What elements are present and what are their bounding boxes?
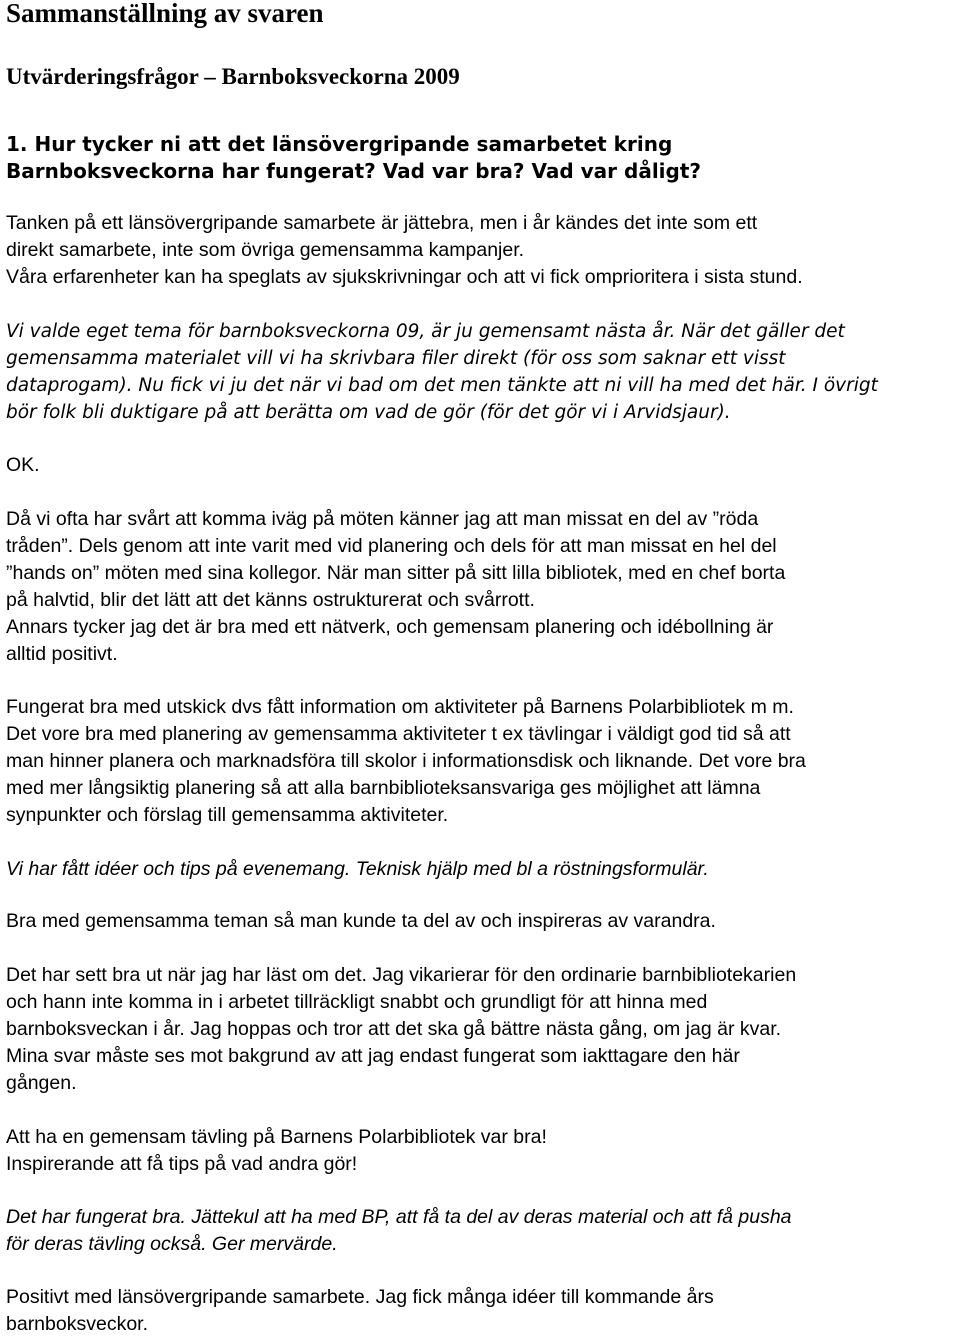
answer-line: Att ha en gemensam tävling på Barnens Polarbibliotek var bra!	[6, 1126, 547, 1148]
answer-paragraph	[6, 694, 960, 829]
answer-line: för deras tävling också. Ger mervärde.	[6, 1233, 338, 1255]
answer-paragraph	[6, 1284, 960, 1338]
answer-line: bör folk bli duktigare på att berätta om vad de gör (för det gör vi i Arvidsjaur).	[6, 402, 731, 423]
answer-line: man hinner planera och marknadsföra till skolor i informationsdisk och liknande. Det vore bra	[6, 750, 806, 772]
answer-paragraph	[6, 210, 960, 291]
answer-paragraph	[6, 908, 960, 935]
answer-line: barnboksveckor.	[6, 1313, 148, 1335]
answer-paragraph	[6, 506, 960, 668]
document-title: Sammanställning av svaren	[6, 0, 324, 28]
answer-line: Våra erfarenheter kan ha speglats av sjukskrivningar och att vi fick omprioritera i sista stund.	[6, 266, 803, 288]
answer-line: ”hands on” möten med sina kollegor. När man sitter på sitt lilla bibliotek, med en chef borta	[6, 562, 786, 584]
answer-line: Då vi ofta har svårt att komma iväg på möten känner jag att man missat en del av ”röda	[6, 508, 759, 530]
answer-line: direkt samarbete, inte som övriga gemensamma kampanjer.	[6, 239, 525, 261]
answer-paragraph	[6, 452, 960, 479]
answer-line: Mina svar måste ses mot bakgrund av att jag endast fungerat som iakttagare den här	[6, 1045, 740, 1067]
answer-line: gemensamma materialet vill vi ha skrivbara filer direkt (för oss som saknar ett visst	[6, 348, 786, 369]
answer-paragraph	[6, 1124, 960, 1178]
answer-paragraph	[6, 318, 960, 426]
answer-line: Det har fungerat bra. Jättekul att ha med BP, att få ta del av deras material och att få pusha	[6, 1206, 792, 1228]
question-line: Barnboksveckorna har fungerat? Vad var bra? Vad var dåligt?	[6, 159, 702, 183]
question-line: 1. Hur tycker ni att det länsövergripande samarbetet kring	[6, 132, 673, 156]
answer-line: OK.	[6, 454, 40, 476]
answer-paragraph	[6, 962, 960, 1097]
answer-line: Vi har fått idéer och tips på evenemang. Teknisk hjälp med bl a röstningsformulär.	[6, 858, 709, 880]
answer-line: Bra med gemensamma teman så man kunde ta del av och inspireras av varandra.	[6, 910, 716, 932]
answer-line: Tanken på ett länsövergripande samarbete är jättebra, men i år kändes det inte som ett	[6, 212, 758, 234]
answer-line: Vi valde eget tema för barnboksveckorna 09, är ju gemensamt nästa år. När det gäller det	[6, 321, 845, 342]
answer-paragraph	[6, 1204, 960, 1258]
answer-line: gången.	[6, 1072, 77, 1094]
answer-paragraph	[6, 856, 960, 883]
document-subtitle: Utvärderingsfrågor – Barnboksveckorna 2009	[6, 64, 460, 89]
answer-line: på halvtid, blir det lätt att det känns ostrukturerat och svårrott.	[6, 589, 535, 611]
answer-line: barnboksveckan i år. Jag hoppas och tror att det ska gå bättre nästa gång, om jag är kvar.	[6, 1018, 782, 1040]
answer-line: med mer långsiktig planering så att alla barnbiblioteksansvariga ges möjlighet att lämna	[6, 777, 761, 799]
answer-line: synpunkter och förslag till gemensamma aktiviteter.	[6, 804, 449, 826]
answer-line: tråden”. Dels genom att inte varit med vid planering och dels för att man missat en hel del	[6, 535, 777, 557]
answer-line: Det vore bra med planering av gemensamma aktiviteter t ex tävlingar i väldigt god tid så att	[6, 723, 791, 745]
answer-line: alltid positivt.	[6, 643, 118, 665]
question-heading	[6, 131, 956, 185]
answer-line: dataprogam). Nu fick vi ju det när vi bad om det men tänkte att ni vill ha med det här. I övrigt	[6, 375, 878, 396]
answer-line: och hann inte komma in i arbetet tillräckligt snabbt och grundligt för att hinna med	[6, 991, 708, 1013]
answer-line: Fungerat bra med utskick dvs fått information om aktiviteter på Barnens Polarbibliotek m m.	[6, 696, 794, 718]
answer-line: Positivt med länsövergripande samarbete. Jag fick många idéer till kommande års	[6, 1286, 714, 1308]
answer-line: Det har sett bra ut när jag har läst om det. Jag vikarierar för den ordinarie barnbibliotekarien	[6, 964, 797, 986]
answer-line: Inspirerande att få tips på vad andra gör!	[6, 1153, 358, 1175]
answer-line: Annars tycker jag det är bra med ett nätverk, och gemensam planering och idébollning är	[6, 616, 774, 638]
